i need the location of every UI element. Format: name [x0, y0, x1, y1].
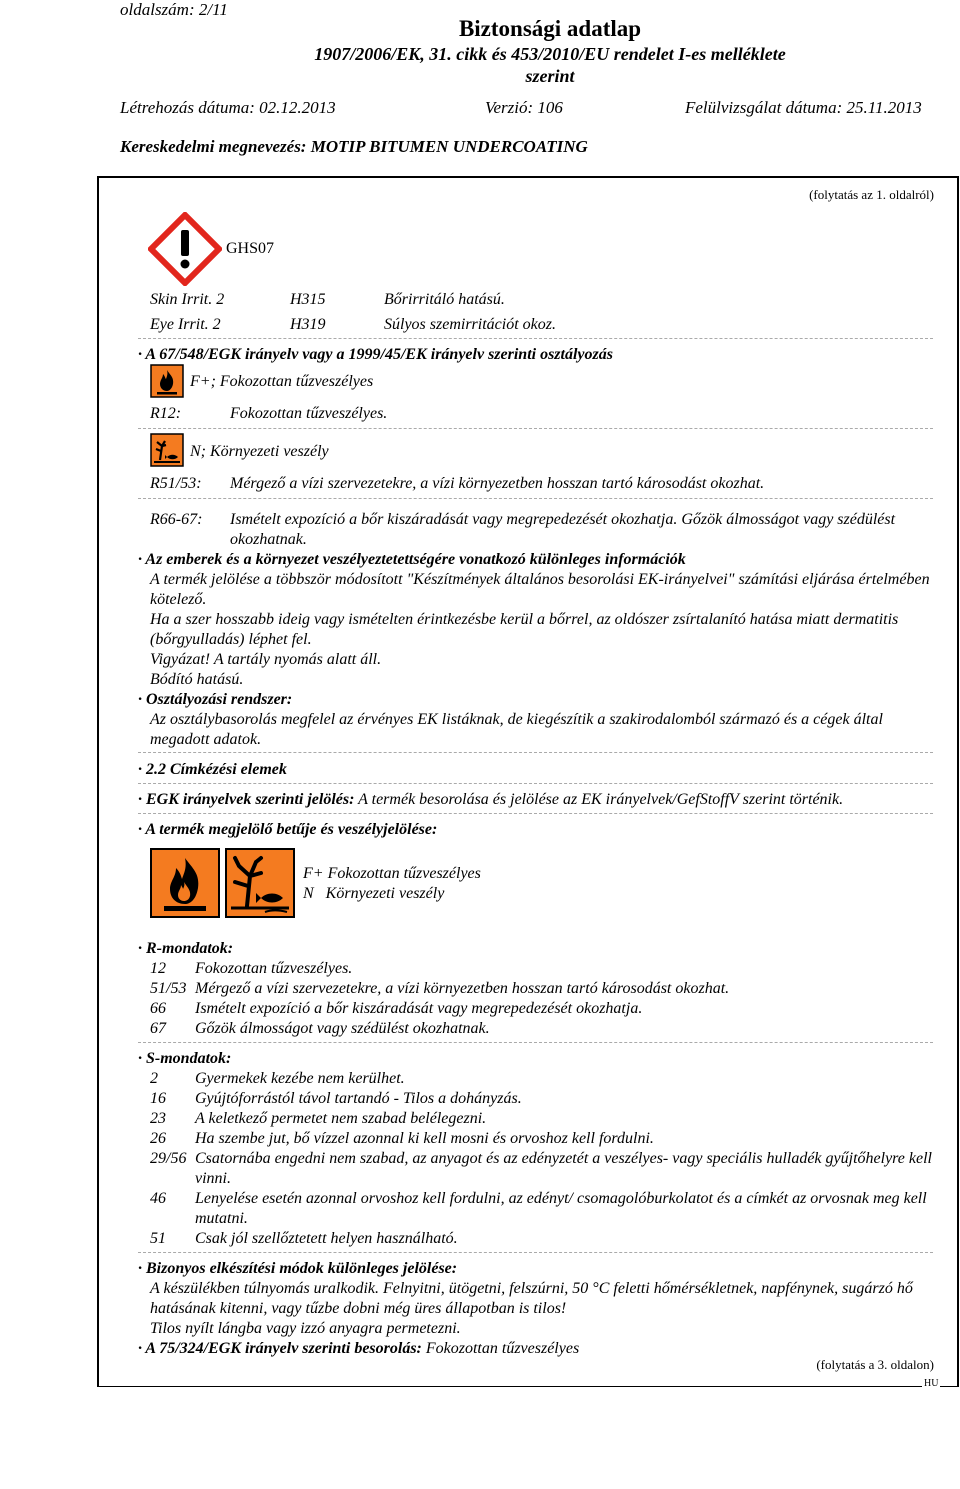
classification-text: Fokozottan tűzveszélyes: [421, 1340, 580, 1357]
special-paragraph: Ha a szer hosszabb ideig vagy ismételten érintkezésbe kerül a bőrrel, az oldószer zsírtalanító hatása miatt dermatitis (bőrgyulladás) léphet fel.: [150, 611, 899, 648]
ghs07-exclamation-icon: [148, 212, 222, 286]
s-phrase-number: 16: [150, 1090, 166, 1107]
classification-label: · A 75/324/EGK irányelv szerinti besorolás:: [138, 1340, 422, 1357]
s-phrase-text: Gyermekek kezébe nem kerülhet.: [195, 1070, 405, 1087]
pictogram-n-label: N Környezeti veszély: [303, 885, 445, 902]
divider: [138, 1042, 933, 1043]
special-paragraph: A termék jelölése a többször módosított "Készítmények általános besorolási EK-irányelvei" számítási eljárása értelmében kötelező.: [150, 571, 930, 608]
s-phrase-number: 2: [150, 1070, 158, 1087]
continued-to: (folytatás a 3. oldalon): [816, 1357, 934, 1372]
symbol-n-label: N; Környezeti veszély: [190, 443, 329, 460]
system-text: Az osztálybasorolás megfelel az érvényes EK listáknak, de kiegészítik a szakirodalomból származó és a cégek által megadott adatok.: [150, 711, 883, 748]
divider: [138, 1252, 933, 1253]
divider: [138, 752, 933, 753]
created-date: Létrehozás dátuma: 02.12.2013: [120, 98, 336, 117]
flammable-pictogram-icon: [150, 848, 220, 918]
special-heading: · Az emberek és a környezet veszélyeztetettségére vonatkozó különleges információk: [138, 551, 686, 568]
r6667-code: R66-67:: [150, 511, 203, 528]
regulation-line1: 1907/2006/EK, 31. cikk és 453/2010/EU rendelet I-es melléklete: [314, 44, 786, 64]
hazard-text: Bőrirritáló hatású.: [384, 291, 505, 308]
r-phrase-text: Gőzök álmosságot vagy szédülést okozhatnak.: [195, 1020, 490, 1037]
trade-name: Kereskedelmi megnevezés: MOTIP BITUMEN UNDERCOATING: [120, 137, 588, 156]
version: Verzió: 106: [485, 98, 563, 117]
hazard-class: Skin Irrit. 2: [150, 291, 225, 308]
s-phrase-text: Lenyelése esetén azonnal orvoshoz kell fordulni, az edényt/ csomagolóburkolatot és a címkét az orvosnak meg kell mutatni.: [195, 1190, 927, 1227]
directive-heading: · A 67/548/EGK irányelv vagy a 1999/45/EK irányelv szerinti osztályozás: [138, 346, 613, 363]
r-phrase-number: 66: [150, 1000, 166, 1017]
revised-date: Felülvizsgálat dátuma: 25.11.2013: [685, 98, 922, 117]
document-title: Biztonsági adatlap: [458, 16, 642, 41]
r12-code: R12:: [150, 405, 182, 422]
r5153-text: Mérgező a vízi szervezetekre, a vízi környezetben hosszan tartó károsodást okozhat.: [230, 475, 765, 492]
flame-icon: [150, 364, 184, 398]
r6667-text: Ismételt expozíció a bőr kiszáradását vagy megrepedezését okozhatja. Gőzök álmosságot vagy szédülést okozhatnak.: [230, 511, 896, 548]
s-phrase-text: A keletkező permetet nem szabad belélegezni.: [195, 1110, 487, 1127]
hazard-code: H319: [290, 316, 326, 333]
s-phrases-heading: · S-mondatok:: [138, 1050, 232, 1067]
marking-heading: · A termék megjelölő betűje és veszélyjelölése:: [138, 821, 438, 838]
pictogram-f-label: F+ Fokozottan tűzveszélyes: [303, 865, 481, 882]
hazard-text: Súlyos szemirritációt okoz.: [384, 316, 556, 333]
continued-from: (folytatás az 1. oldalról): [809, 187, 934, 202]
aerosol-classification: [138, 1339, 579, 1359]
r-phrase-text: Fokozottan tűzveszélyes.: [195, 960, 353, 977]
environment-pictogram-icon: [225, 848, 295, 918]
system-heading: · Osztályozási rendszer:: [138, 691, 293, 708]
r12-text: Fokozottan tűzveszélyes.: [230, 405, 388, 422]
dead-tree-fish-icon: [150, 433, 184, 467]
s-phrase-number: 29/56: [150, 1150, 187, 1167]
s-phrase-number: 23: [150, 1110, 166, 1127]
divider: [138, 813, 933, 814]
s-phrase-text: Ha szembe jut, bő vízzel azonnal ki kell mosni és orvoshoz kell fordulni.: [195, 1130, 654, 1147]
page-number: oldalszám: 2/11: [120, 0, 228, 19]
r-phrase-number: 51/53: [150, 980, 187, 997]
egk-marking: [138, 790, 843, 810]
ghs-label: GHS07: [226, 240, 275, 257]
r-phrase-text: Mérgező a vízi szervezetekre, a vízi környezetben hosszan tartó károsodást okozhat.: [195, 980, 730, 997]
s-phrase-text: Gyújtóforrástól távol tartandó - Tilos a dohányzás.: [195, 1090, 522, 1107]
label-elements-heading: · 2.2 Címkézési elemek: [138, 761, 287, 778]
r5153-code: R51/53:: [150, 475, 202, 492]
special-paragraph: Bódító hatású.: [150, 671, 244, 688]
packaging-paragraph: A készülékben túlnyomás uralkodik. Felnyitni, ütögetni, felszúrni, 50 °C feletti hőmérsékletnek, napfénynek, sugárzó hő hatásának kitenni, vagy tűzbe dobni még üres állapotban is tilos!: [150, 1280, 913, 1317]
egk-text: A termék besorolása és jelölése az EK irányelvek/GefStoffV szerint történik.: [354, 791, 844, 808]
language-code: HU: [924, 1378, 939, 1389]
divider: [138, 428, 933, 429]
hazard-class: Eye Irrit. 2: [150, 316, 221, 333]
r-phrase-number: 67: [150, 1020, 166, 1037]
r-phrase-text: Ismételt expozíció a bőr kiszáradását vagy megrepedezését okozhatja.: [195, 1000, 643, 1017]
packaging-heading: · Bizonyos elkészítési módok különleges jelölése:: [138, 1260, 458, 1277]
s-phrase-number: 26: [150, 1130, 166, 1147]
egk-label: · EGK irányelvek szerinti jelölés:: [138, 791, 355, 808]
s-phrase-number: 46: [150, 1190, 166, 1207]
divider: [138, 498, 933, 499]
r-phrases-heading: · R-mondatok:: [138, 940, 234, 957]
special-paragraph: Vigyázat! A tartály nyomás alatt áll.: [150, 651, 382, 668]
packaging-paragraph: Tilos nyílt lángba vagy izzó anyagra permetezni.: [150, 1320, 461, 1337]
symbol-f-label: F+; Fokozottan tűzveszélyes: [190, 373, 374, 390]
r-phrase-number: 12: [150, 960, 166, 977]
s-phrase-text: Csatornába engedni nem szabad, az anyagot és az edényzetét a veszélyes- vagy speciális hulladék gyűjtőhelyre kell vinni.: [195, 1150, 932, 1187]
s-phrase-number: 51: [150, 1230, 166, 1247]
divider: [138, 338, 933, 339]
divider: [138, 783, 933, 784]
hazard-code: H315: [290, 291, 326, 308]
s-phrase-text: Csak jól szellőztetett helyen használható.: [195, 1230, 458, 1247]
regulation-line2: szerint: [525, 66, 575, 86]
